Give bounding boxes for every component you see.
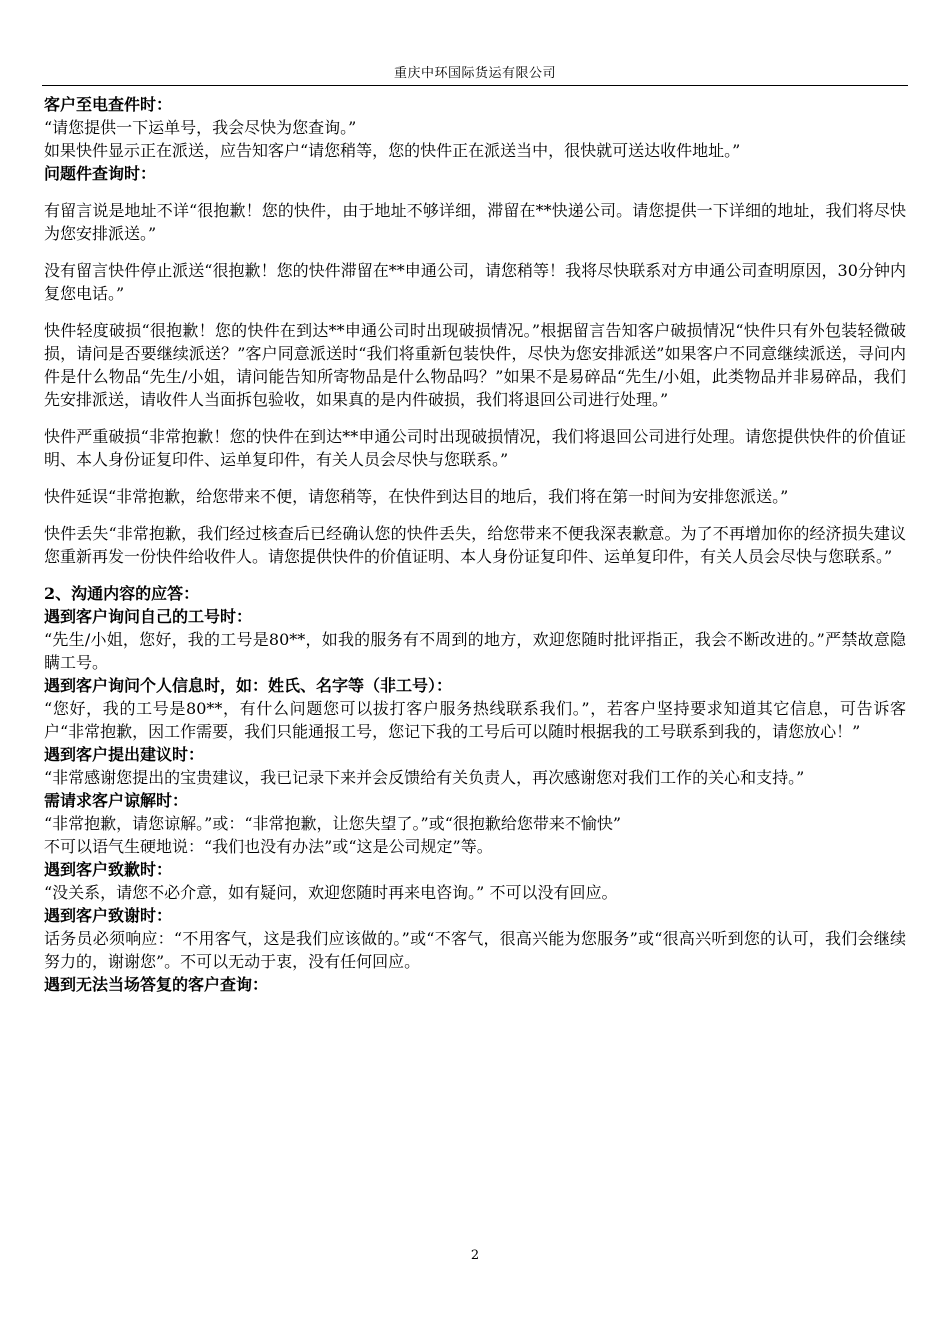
- paragraph: “您好，我的工号是80**，有什么问题您可以拔打客户服务热线联系我们。”，若客户坚持要求知道其它信息，可告诉客户“非常抱歉，因工作需要，我们只能通报工号，您记下我的工号后可以随时根据我的工号联系到我的，请您放心！”: [44, 699, 906, 741]
- subheading: 遇到客户询问个人信息时，如：姓氏、名字等（非工号）：: [44, 676, 453, 695]
- page-number: 2: [470, 1248, 480, 1263]
- paragraph: 快件丢失“非常抱歉，我们经过核查后已经确认您的快件丢失，给您带来不便我深表歉意。为了不再增加你的经济损失建议您重新再发一份快件给收件人。请您提供快件的价值证明、本人身份证复印件、运单复印件，有关人员会尽快与您联系。”: [44, 524, 906, 566]
- paragraph: 不可以语气生硬地说：“我们也没有办法”或“这是公司规定”等。: [44, 837, 493, 856]
- section-heading: 2、沟通内容的应答：: [44, 584, 200, 603]
- subheading: 遇到客户提出建议时：: [44, 745, 205, 764]
- subheading: 遇到客户致歉时：: [44, 860, 173, 879]
- paragraph: 快件轻度破损“很抱歉！您的快件在到达**申通公司时出现破损情况。”根据留言告知客户破损情况“快件只有外包装轻微破损，请问是否要继续派送？”客户同意派送时“我们将重新包装快件，尽快为您安排派送”如果客户不同意继续派送，寻问内件是什么物品“先生/小姐，请问能告知所寄物品是什么物品吗？”如果不是易碎品“先生/小姐，此类物品并非易碎品，我们先安排派送，请收件人当面拆包验收，如果真的是内件破损，我们将退回公司进行处理。”: [44, 321, 906, 409]
- paragraph: 有留言说是地址不详“很抱歉！您的快件，由于地址不够详细，滞留在**快递公司。请您提供一下详细的地址，我们将尽快为您安排派送。”: [44, 201, 906, 243]
- heading-incoming-query: 客户至电查件时：: [44, 95, 173, 114]
- paragraph: 如果快件显示正在派送，应告知客户“请您稍等，您的快件正在派送当中，很快就可送达收件地址。”: [44, 141, 741, 160]
- paragraph: “请您提供一下运单号，我会尽快为您查询。”: [44, 118, 357, 137]
- paragraph: 没有留言快件停止派送“很抱歉！您的快件滞留在**申通公司，请您稍等！我将尽快联系对方申通公司查明原因，30分钟内复您电话。”: [44, 261, 906, 303]
- heading-problem-query: 问题件查询时：: [44, 164, 157, 183]
- paragraph: “非常感谢您提出的宝贵建议，我已记录下来并会反馈给有关负责人，再次感谢您对我们工作的关心和支持。”: [44, 768, 805, 787]
- paragraph: 话务员必须响应：“不用客气，这是我们应该做的。”或“不客气，很高兴能为您服务”或“很高兴听到您的认可，我们会继续努力的，谢谢您”。不可以无动于衷，没有任何回应。: [44, 929, 906, 971]
- paragraph: “非常抱歉，请您谅解。”或：“非常抱歉，让您失望了。”或“很抱歉给您带来不愉快”: [44, 814, 622, 833]
- subheading: 遇到客户询问自己的工号时：: [44, 607, 253, 626]
- subheading: 需请求客户谅解时：: [44, 791, 189, 810]
- page-header-company: 重庆中环国际货运有限公司: [393, 66, 556, 81]
- header-divider: [42, 85, 908, 86]
- subheading: 遇到无法当场答复的客户查询：: [44, 975, 269, 994]
- paragraph: “没关系，请您不必介意，如有疑问，欢迎您随时再来电咨询。” 不可以没有回应。: [44, 883, 618, 902]
- paragraph: “先生/小姐，您好，我的工号是80**，如我的服务有不周到的地方，欢迎您随时批评指正，我会不断改进的。”严禁故意隐瞒工号。: [44, 630, 906, 672]
- paragraph: 快件严重破损“非常抱歉！您的快件在到达**申通公司时出现破损情况，我们将退回公司进行处理。请您提供快件的价值证明、本人身份证复印件、运单复印件，有关人员会尽快与您联系。”: [44, 427, 906, 469]
- document-body: [44, 93, 906, 996]
- subheading: 遇到客户致谢时：: [44, 906, 173, 925]
- paragraph: 快件延误“非常抱歉，给您带来不便，请您稍等，在快件到达目的地后，我们将在第一时间为安排您派送。”: [44, 487, 789, 506]
